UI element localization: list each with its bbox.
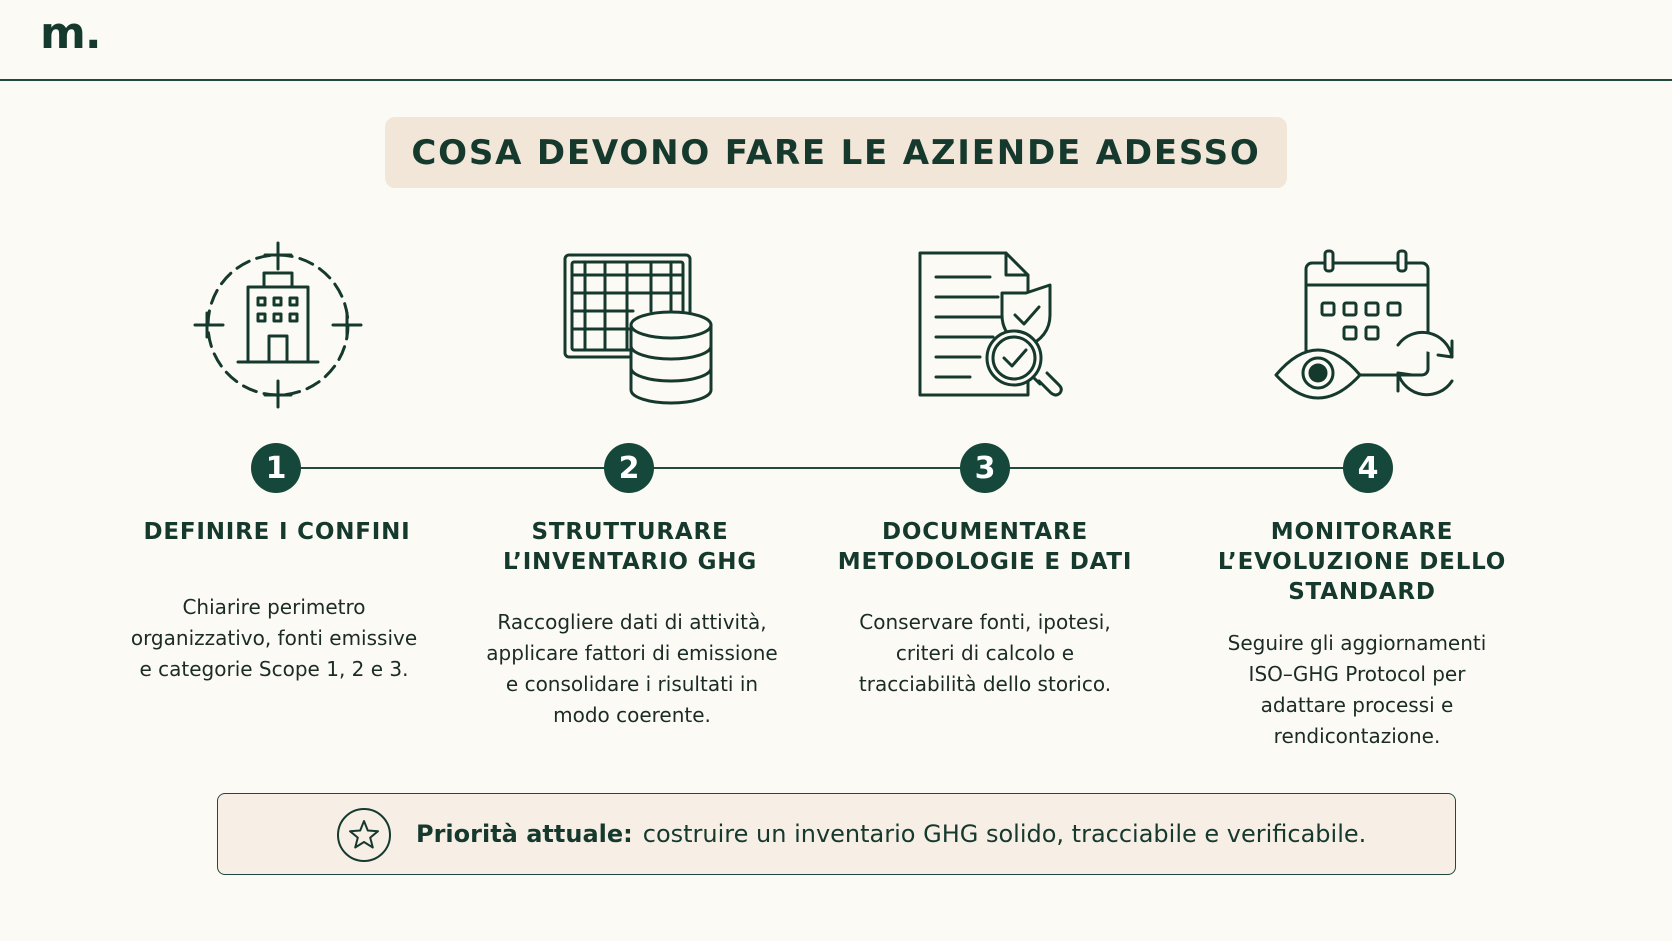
step-title: STRUTTURARE L’INVENTARIO GHG (502, 519, 757, 575)
priority-statement (416, 794, 1366, 874)
building-target-icon (183, 235, 373, 410)
document-shield-magnifier-icon (908, 245, 1098, 420)
step-description: Raccogliere dati di attività, applicare fattori di emissione e consolidare i risultati in modo coerente. (486, 610, 778, 727)
calendar-eye-refresh-icon (1270, 245, 1460, 420)
step-title: DEFINIRE I CONFINI (143, 519, 411, 545)
step-description: Chiarire perimetro organizzativo, fonti emissive e categorie Scope 1, 2 e 3. (130, 595, 418, 681)
title-banner (385, 117, 1287, 188)
header-divider (0, 79, 1672, 81)
priority-text: costruire un inventario GHG solido, tracciabile e verificabile. (642, 820, 1367, 848)
star-icon (336, 807, 392, 863)
page-title: COSA DEVONO FARE LE AZIENDE ADESSO (411, 132, 1261, 173)
step-description: Conservare fonti, ipotesi, criteri di calcolo e tracciabilità dello storico. (858, 610, 1112, 696)
step-description: Seguire gli aggiornamenti ISO–GHG Protocol per adattare processi e rendicontazione. (1227, 631, 1487, 748)
step-number-badge: 4 (1343, 443, 1393, 493)
step-number-badge: 2 (604, 443, 654, 493)
step-number-badge: 3 (960, 443, 1010, 493)
brand-logo: m. (40, 8, 101, 59)
priority-banner (217, 793, 1456, 875)
step-title: DOCUMENTARE METODOLOGIE E DATI (837, 519, 1133, 575)
step-number-badge: 1 (251, 443, 301, 493)
table-database-icon (555, 245, 745, 420)
step-title: MONITORARE L’EVOLUZIONE DELLO STANDARD (1217, 519, 1507, 605)
priority-label: Priorità attuale: (416, 820, 633, 848)
timeline-connector (276, 467, 1368, 469)
